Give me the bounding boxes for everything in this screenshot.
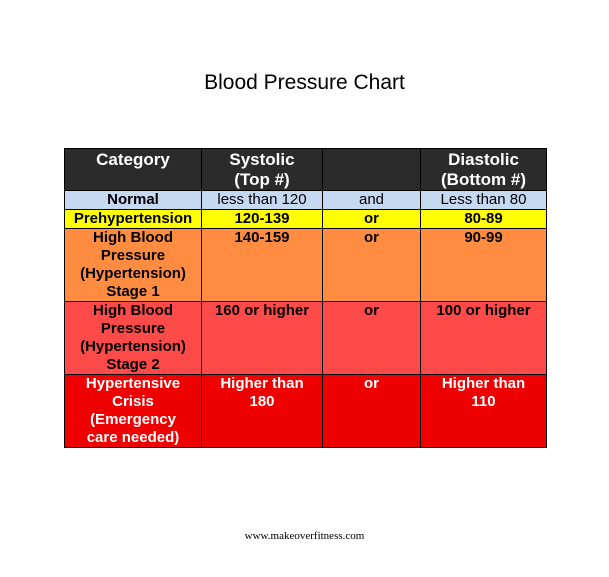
row-prehypertension-diastolic (421, 210, 547, 229)
cell-text: or (364, 375, 379, 392)
cell-text: (Hypertension) (80, 338, 186, 355)
cell-text: or (364, 302, 379, 319)
header-connector (323, 149, 421, 191)
cell-text: 120-139 (234, 210, 290, 227)
cell-text: Less than 80 (440, 191, 527, 208)
header-systolic-line2: (Top #) (234, 170, 290, 189)
row-crisis-connector (323, 375, 421, 448)
cell-text: 100 or higher (436, 302, 531, 319)
row-prehypertension-connector (323, 210, 421, 229)
cell-text: (Hypertension) (80, 265, 186, 282)
cell-text: (Emergency (90, 411, 176, 428)
table-header-row (65, 149, 547, 191)
cell-text: Pressure (100, 247, 166, 264)
header-systolic (202, 149, 323, 191)
table-row-stage1 (65, 229, 547, 302)
header-systolic-line1: Systolic (229, 150, 295, 169)
cell-text: Stage 1 (106, 283, 160, 300)
table-row-prehypertension (65, 210, 547, 229)
footer-website: www.makeoverfitness.com (244, 530, 365, 542)
cell-text: Stage 2 (106, 356, 160, 373)
row-prehypertension-category (65, 210, 202, 229)
cell-text: Prehypertension (73, 210, 193, 227)
cell-text: Crisis (112, 393, 154, 410)
cell-text: 160 or higher (214, 302, 310, 319)
table-row-stage2 (65, 302, 547, 375)
page-title: Blood Pressure Chart (204, 71, 405, 94)
blood-pressure-table (64, 148, 547, 448)
header-diastolic-line2: (Bottom #) (441, 170, 526, 189)
row-crisis-category (65, 375, 202, 448)
row-stage1-systolic (202, 229, 323, 302)
cell-text: 110 (471, 393, 496, 410)
row-stage1-category (65, 229, 202, 302)
cell-text: Hypertensive (85, 375, 181, 392)
row-crisis-systolic (202, 375, 323, 448)
cell-text: 90-99 (464, 229, 503, 246)
row-prehypertension-systolic (202, 210, 323, 229)
cell-text: 140-159 (234, 229, 290, 246)
cell-text: High Blood (93, 302, 173, 319)
cell-text: care needed) (86, 429, 180, 446)
header-diastolic (421, 149, 547, 191)
header-category-label: Category (96, 150, 170, 169)
cell-text: and (358, 191, 385, 208)
cell-text: Pressure (100, 320, 166, 337)
cell-text: Higher than (220, 375, 304, 392)
header-category (65, 149, 202, 191)
cell-text: 180 (249, 393, 275, 410)
row-crisis-diastolic (421, 375, 547, 448)
cell-text: High Blood (93, 229, 173, 246)
row-stage2-systolic (202, 302, 323, 375)
cell-text: Normal (107, 191, 159, 208)
row-normal-systolic (202, 191, 323, 210)
cell-text: 80-89 (464, 210, 503, 227)
row-stage1-diastolic (421, 229, 547, 302)
table-row-normal (65, 191, 547, 210)
table-row-crisis (65, 375, 547, 448)
cell-text: Higher than (441, 375, 526, 392)
row-normal-category (65, 191, 202, 210)
row-stage1-connector (323, 229, 421, 302)
cell-text: or (364, 229, 379, 246)
header-diastolic-line1: Diastolic (448, 150, 519, 169)
row-normal-diastolic (421, 191, 547, 210)
cell-text: less than 120 (217, 191, 307, 208)
row-stage2-diastolic (421, 302, 547, 375)
row-stage2-category (65, 302, 202, 375)
row-normal-connector (323, 191, 421, 210)
row-stage2-connector (323, 302, 421, 375)
cell-text: or (364, 210, 379, 227)
